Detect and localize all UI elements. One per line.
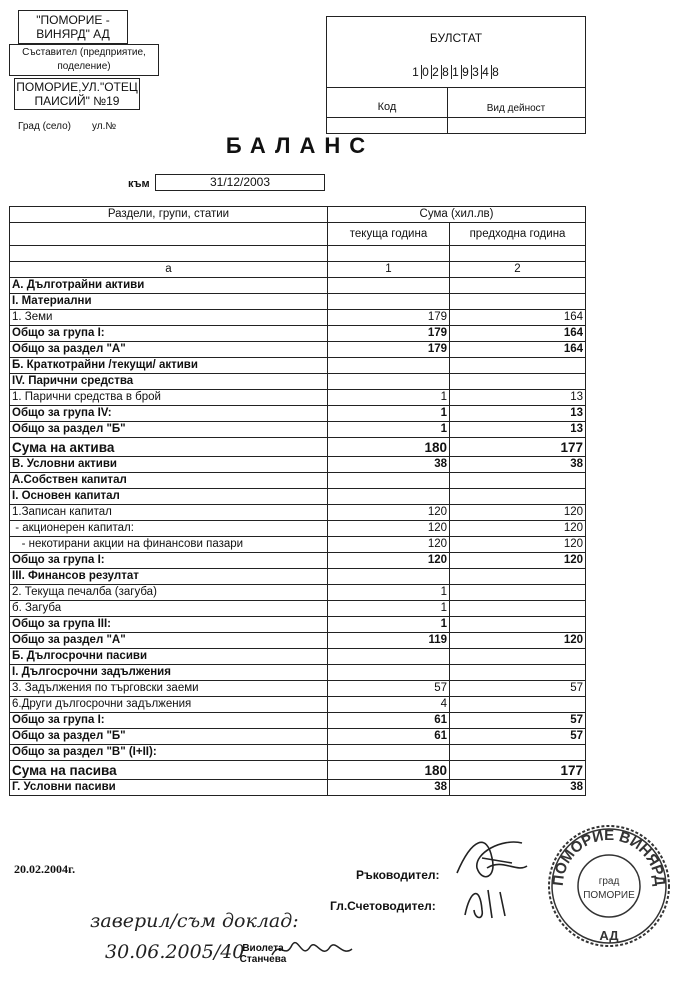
- col-index-2: 2: [450, 262, 586, 278]
- table-row: [10, 422, 586, 438]
- row-label: - некотирани акции на финансови пазари: [10, 537, 328, 553]
- row-current-value: [328, 358, 450, 374]
- row-current-value: 179: [328, 342, 450, 358]
- row-current-value: [328, 374, 450, 390]
- row-previous-value: 120: [450, 521, 586, 537]
- row-label: б. Загуба: [10, 601, 328, 617]
- bulstat-digit: 1: [452, 65, 460, 79]
- row-label: 1.Записан капитал: [10, 505, 328, 521]
- row-current-value: 120: [328, 505, 450, 521]
- table-row: [10, 374, 586, 390]
- row-current-value: [328, 294, 450, 310]
- address-box: [14, 78, 140, 110]
- row-previous-value: 120: [450, 553, 586, 569]
- row-current-value: 120: [328, 537, 450, 553]
- row-previous-value: 57: [450, 729, 586, 745]
- row-label: 1. Земи: [10, 310, 328, 326]
- row-current-value: 1: [328, 422, 450, 438]
- header-spacer: [450, 246, 586, 262]
- row-previous-value: 38: [450, 780, 586, 796]
- row-label: А. Дълготрайни активи: [10, 278, 328, 294]
- stamp-bottom-text: АД: [599, 928, 619, 943]
- row-previous-value: [450, 697, 586, 713]
- table-row: [10, 665, 586, 681]
- director-signature: [452, 828, 532, 888]
- bulstat-digit: 1: [412, 65, 420, 79]
- vid-label: Вид дейност: [486, 103, 546, 114]
- kam-label: към: [128, 178, 150, 190]
- row-label: I. Материални: [10, 294, 328, 310]
- balance-table: [9, 206, 586, 796]
- row-current-value: [328, 649, 450, 665]
- row-current-value: 38: [328, 780, 450, 796]
- row-previous-value: [450, 489, 586, 505]
- row-label: Общо за група III:: [10, 617, 328, 633]
- row-label: Общо за раздел "А": [10, 342, 328, 358]
- row-current-value: 4: [328, 697, 450, 713]
- table-row: [10, 358, 586, 374]
- row-label: Сума на актива: [10, 438, 328, 457]
- row-current-value: 61: [328, 713, 450, 729]
- row-previous-value: 38: [450, 457, 586, 473]
- row-current-value: 120: [328, 521, 450, 537]
- row-label: Общо за раздел "В" (I+II):: [10, 745, 328, 761]
- table-row: [10, 438, 586, 457]
- table-row: [10, 729, 586, 745]
- sastavitel-label-box: [9, 44, 159, 76]
- row-label: III. Финансов резултат: [10, 569, 328, 585]
- col-index-a: а: [10, 262, 328, 278]
- row-current-value: 120: [328, 553, 450, 569]
- footer-date: 20.02.2004г.: [14, 862, 76, 876]
- schetovoditel-label: Гл.Счетоводител:: [330, 899, 436, 913]
- row-previous-value: [450, 278, 586, 294]
- header-spacer: [10, 246, 328, 262]
- bulstat-digit: 0: [422, 65, 430, 79]
- row-previous-value: [450, 585, 586, 601]
- row-previous-value: 164: [450, 310, 586, 326]
- grad-label: Град (село): [18, 121, 71, 132]
- accountant-signature: [460, 880, 520, 925]
- table-row: [10, 406, 586, 422]
- table-row: [10, 457, 586, 473]
- table-row: [10, 326, 586, 342]
- ul-label: ул.№: [92, 121, 117, 132]
- row-label: Общо за група IV:: [10, 406, 328, 422]
- table-row: [10, 633, 586, 649]
- row-previous-value: 57: [450, 713, 586, 729]
- header-spacer: [10, 223, 328, 246]
- table-row: [10, 697, 586, 713]
- bulstat-block: [326, 16, 586, 134]
- table-row: [10, 761, 586, 780]
- row-current-value: 1: [328, 390, 450, 406]
- table-row: [10, 473, 586, 489]
- row-current-value: 180: [328, 761, 450, 780]
- row-label: Общо за група I:: [10, 326, 328, 342]
- table-row: [10, 537, 586, 553]
- row-current-value: 1: [328, 617, 450, 633]
- row-label: Общо за група I:: [10, 713, 328, 729]
- col-prev-header: предходна година: [450, 223, 586, 246]
- row-label: IV. Парични средства: [10, 374, 328, 390]
- row-label: I. Основен капитал: [10, 489, 328, 505]
- row-previous-value: 120: [450, 633, 586, 649]
- row-current-value: 57: [328, 681, 450, 697]
- kod-label: Код: [377, 101, 397, 113]
- table-row: [10, 294, 586, 310]
- bulstat-bottom-divider: [327, 117, 585, 118]
- row-label: Общо за група I:: [10, 553, 328, 569]
- stamp-inner-line2: ПОМОРИЕ: [583, 890, 635, 901]
- row-label: Г. Условни пасиви: [10, 780, 328, 796]
- bulstat-digit: 4: [482, 65, 490, 79]
- row-previous-value: 13: [450, 422, 586, 438]
- col-sum-header: Сума (хил.лв): [328, 207, 586, 223]
- table-row: [10, 649, 586, 665]
- table-row: [10, 278, 586, 294]
- row-previous-value: 13: [450, 406, 586, 422]
- table-row: [10, 390, 586, 406]
- row-previous-value: [450, 601, 586, 617]
- row-current-value: [328, 489, 450, 505]
- col-section-header: Раздели, групи, статии: [10, 207, 328, 223]
- row-current-value: 179: [328, 310, 450, 326]
- row-current-value: 179: [328, 326, 450, 342]
- bulstat-divider: [327, 87, 585, 88]
- row-previous-value: 57: [450, 681, 586, 697]
- report-date: 31/12/2003: [209, 175, 271, 189]
- company-stamp: [545, 822, 673, 950]
- table-row: [10, 489, 586, 505]
- table-row: [10, 745, 586, 761]
- col-cur-header: текуща година: [328, 223, 450, 246]
- table-row: [10, 505, 586, 521]
- row-previous-value: [450, 569, 586, 585]
- table-row: [10, 585, 586, 601]
- table-row: [10, 681, 586, 697]
- table-row: [10, 713, 586, 729]
- company-name-box: [18, 10, 128, 44]
- row-label: Сума на пасива: [10, 761, 328, 780]
- handwritten-note-line1: заверил/съм доклад:: [90, 910, 299, 932]
- row-previous-value: 177: [450, 761, 586, 780]
- row-previous-value: 13: [450, 390, 586, 406]
- row-current-value: [328, 473, 450, 489]
- row-label: Б. Дългосрочни пасиви: [10, 649, 328, 665]
- date-box: [155, 174, 325, 191]
- bulstat-digit: 9: [462, 65, 470, 79]
- row-current-value: [328, 665, 450, 681]
- table-row: [10, 601, 586, 617]
- row-label: Общо за раздел "Б": [10, 729, 328, 745]
- rakovoditel-label: Ръководител:: [356, 868, 440, 882]
- row-current-value: 38: [328, 457, 450, 473]
- row-current-value: 119: [328, 633, 450, 649]
- row-previous-value: 177: [450, 438, 586, 457]
- header-spacer: [328, 246, 450, 262]
- row-label: I. Дългосрочни задължения: [10, 665, 328, 681]
- row-previous-value: [450, 745, 586, 761]
- row-previous-value: [450, 649, 586, 665]
- row-current-value: 1: [328, 601, 450, 617]
- row-label: - акционерен капитал:: [10, 521, 328, 537]
- row-current-value: [328, 569, 450, 585]
- row-current-value: [328, 745, 450, 761]
- row-previous-value: [450, 358, 586, 374]
- row-previous-value: [450, 374, 586, 390]
- sastavitel-label: Съставител (предприятие, поделение): [22, 47, 146, 72]
- row-label: 1. Парични средства в брой: [10, 390, 328, 406]
- bulstat-digit: 3: [472, 65, 480, 79]
- page-title: БАЛАНС: [225, 133, 375, 158]
- company-name: "ПОМОРИЕ - ВИНЯРД" АД: [36, 13, 110, 41]
- row-current-value: 61: [328, 729, 450, 745]
- row-label: 3. Задължения по търговски заеми: [10, 681, 328, 697]
- stamp-outer-text: ПОМОРИЕ ВИНЯРД: [549, 826, 669, 887]
- table-row: [10, 553, 586, 569]
- bulstat-digits: [327, 65, 585, 79]
- row-previous-value: 120: [450, 537, 586, 553]
- accountant-name: [238, 943, 288, 965]
- row-label: Общо за раздел "Б": [10, 422, 328, 438]
- row-current-value: [328, 278, 450, 294]
- table-row: [10, 780, 586, 796]
- row-previous-value: 164: [450, 342, 586, 358]
- table-row: [10, 310, 586, 326]
- row-previous-value: [450, 665, 586, 681]
- row-previous-value: [450, 473, 586, 489]
- row-current-value: 1: [328, 585, 450, 601]
- row-label: В. Условни активи: [10, 457, 328, 473]
- table-row: [10, 342, 586, 358]
- row-label: 2. Текуща печалба (загуба): [10, 585, 328, 601]
- row-label: Общо за раздел "А": [10, 633, 328, 649]
- table-row: [10, 521, 586, 537]
- bulstat-label: БУЛСТАТ: [429, 31, 483, 45]
- stamp-inner-line1: град: [598, 876, 620, 887]
- row-label: Б. Краткотрайни /текущи/ активи: [10, 358, 328, 374]
- row-previous-value: [450, 617, 586, 633]
- table-row: [10, 617, 586, 633]
- row-previous-value: 164: [450, 326, 586, 342]
- company-address: ПОМОРИЕ,УЛ."ОТЕЦ ПАИСИЙ" №19: [16, 80, 138, 108]
- bulstat-digit: 8: [442, 65, 450, 79]
- bulstat-digit: 2: [432, 65, 440, 79]
- handwritten-note-line2: 30.06.2005/40: [105, 941, 245, 963]
- accountant-name-text: Виолета Станчева: [239, 943, 287, 965]
- row-previous-value: 120: [450, 505, 586, 521]
- bulstat-digit: 8: [492, 65, 500, 79]
- row-label: А.Собствен капитал: [10, 473, 328, 489]
- row-current-value: 180: [328, 438, 450, 457]
- row-label: 6.Други дългосрочни задължения: [10, 697, 328, 713]
- col-index-1: 1: [328, 262, 450, 278]
- row-current-value: 1: [328, 406, 450, 422]
- row-previous-value: [450, 294, 586, 310]
- table-row: [10, 569, 586, 585]
